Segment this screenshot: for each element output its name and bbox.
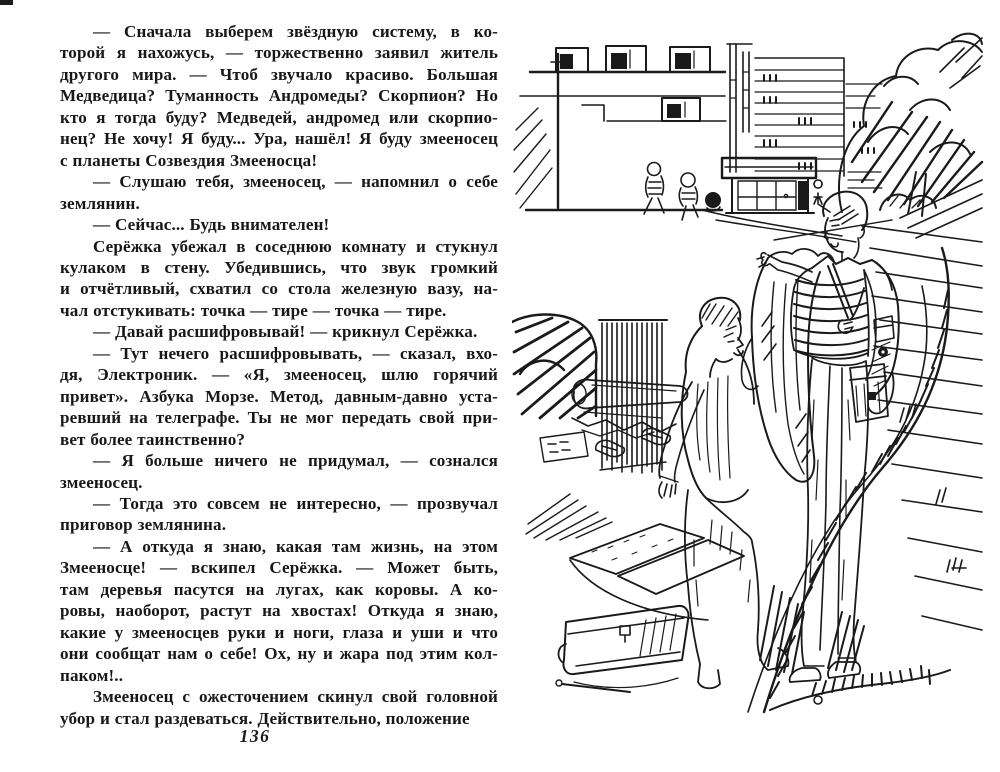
text-line: с планеты Созвездия Змееносца! [60, 150, 318, 170]
text-line: Серёжка убежал в соседнюю комнату и стукнул [93, 236, 498, 256]
text-line: — А откуда я знаю, какая там жизнь, на этом [93, 536, 498, 556]
illustration [512, 20, 984, 737]
text-line: — Тогда это совсем не интересно, — прозвучал [93, 493, 498, 513]
text-line: и отчётливый, схватил со стола железную вазу, на- [60, 279, 498, 299]
text-line: — Слушаю тебя, змееносец, — напомнил о себе [93, 172, 498, 192]
text-line: ревший на телеграфе. Ты не мог передать свой при- [60, 408, 498, 428]
paragraph [60, 214, 498, 235]
text-line: Змееносец с ожесточением скинул свой головной [93, 687, 498, 707]
text-line: землянин. [60, 193, 140, 213]
paragraph [60, 686, 498, 729]
text-line: торой я нахожусь, — торжественно заявил житель [60, 43, 498, 63]
text-line: кулаком в стену. Убедившись, что звук громкий [60, 257, 498, 277]
text-line: там деревья пасутся на лугах, как коровы. А ко- [60, 579, 498, 599]
text-line: Медведица? Туманность Андромеды? Скорпион? Но [60, 86, 498, 106]
text-line: — Сейчас... Будь внимателен! [93, 215, 330, 235]
paragraph [60, 171, 498, 214]
text-line: убор и стал раздеваться. Действительно, положение [60, 708, 470, 728]
text-line: змееносец. [60, 472, 143, 492]
text-line: нец? Не хочу! Я буду... Ура, нашёл! Я буду змееносец [60, 129, 498, 149]
paragraph [60, 321, 498, 342]
paragraph [60, 450, 498, 493]
paragraph [60, 343, 498, 450]
scan-artifact [0, 0, 13, 5]
text-line: чал отстукивать: точка — тире — точка — тире. [60, 300, 447, 320]
paragraph [60, 536, 498, 686]
text-line: какие у змееносцев руки и ноги, глаза и уши и что [60, 622, 498, 642]
text-column [60, 21, 498, 729]
paragraphs [60, 21, 498, 729]
text-line: привет». Азбука Морзе. Метод, давным-давно уста- [60, 386, 498, 406]
text-line: — Сначала выберем звёздную систему, в ко- [93, 22, 498, 41]
text-line: приговор землянина. [60, 515, 227, 535]
page-number: 136 [239, 726, 271, 746]
illustration-drawing [512, 20, 984, 732]
paragraph [60, 236, 498, 322]
text-line: — Тут нечего расшифровывать, — сказал, вхо- [93, 343, 498, 363]
text-line: другого мира. — Чтоб звучало красиво. Большая [60, 64, 498, 84]
steps [864, 226, 982, 630]
bending-boy [659, 298, 788, 689]
grass-verge [748, 248, 950, 712]
text-line: вет более таинственно? [60, 429, 246, 449]
text-line: кто я тогда буду? Медведей, андромед или скорпио- [60, 107, 498, 127]
buildings [514, 44, 882, 208]
trees [839, 34, 982, 238]
briefcase [556, 606, 689, 692]
text-line: паком!.. [60, 665, 124, 685]
text-line: ровы, наоборот, растут на хвостах! Откуда я знаю, [60, 601, 498, 621]
text-line: Змееносце! — вскипел Серёжка. — Может быть, [60, 558, 498, 578]
text-line: — Я больше ничего не придумал, — сознался [93, 451, 498, 471]
text-line: дя, Электроник. — «Я, змееносец, шлю горячий [60, 365, 498, 385]
paragraph [60, 493, 498, 536]
foreground-props [512, 315, 744, 693]
paragraph [60, 21, 498, 171]
kiosk [722, 158, 822, 213]
text-line: они сообщат нам о себе! Ох, ну и жара под этим кол- [60, 644, 498, 664]
text-line: — Давай расшифровывай! — крикнул Серёжка. [93, 322, 478, 342]
